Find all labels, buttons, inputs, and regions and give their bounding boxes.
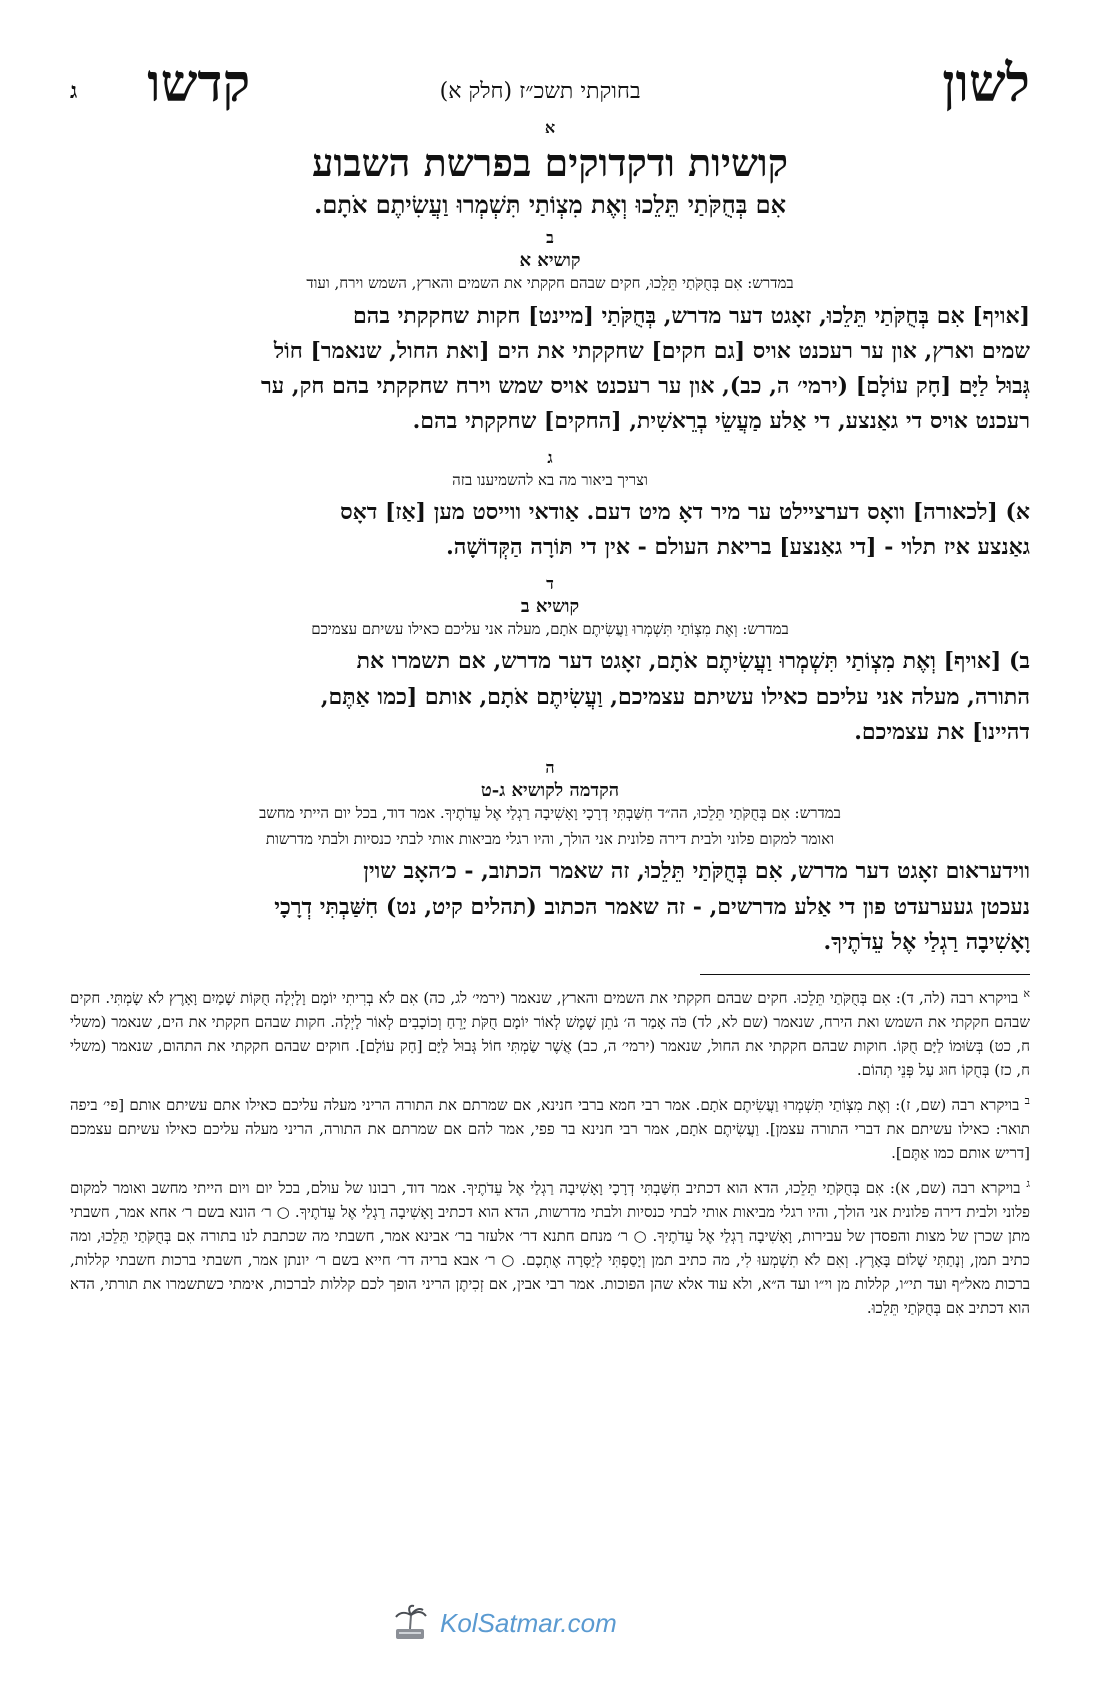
body-line: א) [לכאורה] וואָס דערציילט ער מיר דאָ מיט דעם. אַודאי ווייסט מען [אַז] דאָס (340, 499, 1030, 526)
verse: אִם בְּחֻקֹּתַי תֵּלֵכוּ וְאֶת מִצְוֹתַי תִּשְׁמְרוּ וַעֲשִׂיתֶם אֹתָם. (314, 190, 786, 219)
footnote-mark: ג (1026, 1177, 1030, 1190)
watermark-brand: KolSatmar (440, 1607, 561, 1638)
body-paragraph (70, 854, 1030, 960)
header-parsha: בחוקתי תשכ״ז (חלק א) (439, 79, 641, 104)
watermark-suffix: .com (560, 1607, 617, 1638)
body-paragraph (70, 495, 1030, 565)
section-letter-d: ד (546, 573, 554, 593)
footnote-text: בויקרא רבה (שם, ז): וְאֶת מִצְוֹתַי תִּשְׁמְרוּ וַעֲשִׂיתֶם אֹתָם. אמר רבי חמא ברבי חנינא, אם שמרתם את התורה הריני מעלה עליכם כאילו אתם עשיתם אותם [פי׳ ביפה תואר: כאילו עשיתם את דברי התורה עצמן]. וַעֲשִׂיתֶם אֹתָם, אמר רבי חנינא בר פפי, אמר להם אם שמרתם את התורה, הריני מעלה עליכם כאילו עשיתם עצמכם [דריש אותם כמו אַתֶּם]. (70, 1096, 1030, 1162)
footnote-text: בויקרא רבה (לה, ד): אִם בְּחֻקֹּתַי תֵּלֵכוּ. חקים שבהם חקקתי את השמים והארץ, שנאמר (ירמי׳ לג, כה) אִם לֹא בְרִיתִי יוֹמָם וָלָיְלָה חֻקּוֹת שָׁמַיִם וָאָרֶץ לֹא שָׂמְתִּי. חקים שבהם חקקתי את השמש ואת הירח, שנאמר (שם לא, לד) כֹּה אָמַר ה׳ נֹתֵן שֶׁמֶשׁ לְאוֹר יוֹמָם חֻקֹּת יָרֵחַ וְכוֹכָבִים לְאוֹר לָיְלָה. חקות שבהם חקקתי את הים, שנאמר (משלי ח, כט) בְּשׂוּמוֹ לַיָּם חֻקּוֹ. חוקות שבהם חקקתי את החול, שנאמר (ירמי׳ ה, כב) אֲשֶׁר שַׂמְתִּי חוֹל גְּבוּל לַיָּם [חָק עוֹלָם]. חוקים שבהם חקקתי את התהום, שנאמר (משלי ח, כז) בְּחֻקוֹ חוּג עַל פְּנֵי תְהוֹם. (70, 989, 1030, 1079)
body-line: התורה, מעלה אני עליכם כאילו עשיתם עצמיכם, וַעֲשִׂיתֶם אֹתָם, אותם [כמו אַתֶּם, (320, 683, 1030, 710)
header-left-group (70, 53, 251, 114)
footnote-text: בויקרא רבה (שם, א): אִם בְּחֻקֹּתַי תֵּלֵכוּ, הדא הוא דכתיב חִשַּׁבְתִּי דְרָכָי וָאָשִׁיבָה רַגְלַי אֶל עֵדֹתֶיךָ. אמר דוד, רבונו של עולם, בכל יום ויום הייתי מחשב ואומר למקום פלוני ולבית דירה פלונית אני הולך, והיו רגלי מביאות אותי לבתי כנסיות ולבתי מדרשות, הדא הוא דכתיב וָאָשִׁיבָה רַגְלַי אֶל עֵדֹתֶיךָ. ○ ר׳ הונא בשם ר׳ אחא אמר, חשבתי מתן שכרן של מצות והפסדן של עבירות, וָאָשִׁיבָה רַגְלַי אֶל עֵדֹתֶיךָ. ○ ר׳ מנחם חתנא דר׳ אלעזר בר׳ אבינא אמר, חשבתי מה שכתבת לנו בתורה אִם בְּחֻקֹּתַי תֵּלֵכוּ, ומה כתיב תמן, וְנָתַתִּי שָׁלוֹם בָּאָרֶץ. וְאִם לֹא תִשְׁמְעוּ לִי, מה כתיב תמן וְיָסַפְתִּי לְיַסְּרָה אֶתְכֶם. ○ ר׳ אבא בריה דר׳ חייא בשם ר׳ יונתן אמר, חשבתי ברכות חשבתי קללות, ברכות מאל״ף ועד תי״ו, קללות מן וי״ו ועד ה״א, ולא עוד אלא שהן הפוכות. אמר רבי אבין, אם זְכִיתֶן הריני הופך לכם קללות לברכות, אימתי כשתשמרו את תורתי, הדא הוא דכתיב אִם בְּחֻקֹּתַי תֵּלֵכוּ. (70, 1179, 1030, 1317)
body-line: ב) [אויף] וְאֶת מִצְוֹתַי תִּשְׁמְרוּ וַעֲשִׂיתֶם אֹתָם, זאָגט דער מדרש, אם תשמרו את (356, 648, 1030, 675)
watermark (390, 1600, 650, 1646)
midrash-quote: במדרש: וְאֶת מִצְוֹתַי תִּשְׁמְרוּ וַעֲשִׂיתֶם אֹתָם, מעלה אני עליכם כאילו עשיתם עצמיכם (311, 619, 789, 638)
section-heading: הקדמה לקושיא ג-ט (480, 779, 620, 801)
page-number: ג (70, 78, 78, 104)
page (70, 30, 1030, 1670)
body-line: שמים וארץ, און ער רעכנט אויס [גם חקים] שחקקתי את הים [ואת החול, שנאמר] חוֹל (273, 337, 1030, 364)
footnote-divider (700, 974, 1030, 975)
section-letter-h: ה (545, 757, 555, 777)
header-title-left: קדשו (147, 53, 251, 114)
body-line: דהיינו] את עצמיכם. (854, 718, 1030, 745)
body-paragraph (70, 299, 1030, 440)
body-line: ווידעראום זאָגט דער מדרש, אִם בְּחֻקֹּתַי תֵּלֵכוּ, זה שאמר הכתוב, - כ׳האָב שוין (363, 858, 1030, 885)
question-heading: קושיא ב (520, 595, 580, 617)
question-heading: קושיא א (519, 250, 581, 271)
section-intro: וצריך ביאור מה בא להשמיענו בזה (452, 470, 648, 489)
footnote-mark: א (1023, 987, 1030, 1000)
midrash-quote: במדרש: אִם בְּחֻקֹּתַי תֵּלֵכוּ, הה״ד חִשַּׁבְתִּי דְרָכָי וָאָשִׁיבָה רַגְלַי אֶל עֵדֹתֶיךָ. אמר דוד, בכל יום הייתי מחשב (259, 803, 841, 822)
main-title: קושיות ודקדוקים בפרשת השבוע (312, 140, 788, 185)
palm-tree-icon (390, 1603, 430, 1643)
header-title-right: לשון (942, 53, 1030, 114)
body-line: וָאָשִׁיבָה רַגְלַי אֶל עֵדֹתֶיךָ. (823, 928, 1030, 955)
body-line: גאַנצע איז תלוי - [די גאַנצע] בריאת העולם - אין די תּוֹרָה הַקְּדוֹשָׁה. (446, 534, 1030, 561)
footnote-mark: ב (1024, 1094, 1030, 1107)
body-line: נעכטן געערעדט פון די אַלע מדרשים, - זה שאמר הכתוב (תהלים קיט, נט) חִשַּׁבְתִּי דְרָכָי (274, 893, 1030, 920)
body-line: גְּבוּל לַיָּם [חָק עוֹלָם] (ירמי׳ ה, כב), און ער רעכנט אויס שמש וירח שחקקתי בהם חק, ער (261, 373, 1030, 400)
footnote (70, 1092, 1030, 1165)
footnote (70, 985, 1030, 1082)
body-line: [אויף] אִם בְּחֻקֹּתַי תֵּלֵכוּ, זאָגט דער מדרש, בְּחֻקֹּתַי [מיינט] חקות שחקקתי בהם (352, 302, 1030, 329)
footnote (70, 1175, 1030, 1320)
page-header (70, 30, 1030, 114)
section-letter-a: א (544, 118, 556, 137)
section-letter-b: ב (546, 228, 554, 247)
body-line: רעכנט אויס די גאַנצע, די אַלע מַעֲשֵׂי בְרֵאשִׁית, [החקים] שחקקתי בהם. (412, 408, 1030, 435)
midrash-quote: במדרש: אִם בְּחֻקֹּתַי תֵּלֵכוּ, חקים שבהם חקקתי את השמים והארץ, השמש וירח, ועוד (306, 274, 794, 292)
watermark-text (440, 1608, 617, 1639)
section-letter-g: ג (547, 447, 553, 467)
body-paragraph (70, 644, 1030, 750)
midrash-quote: ואומר למקום פלוני ולבית דירה פלונית אני הולך, והיו רגלי מביאות אותי לבתי כנסיות ולבתי מדרשות (265, 829, 835, 848)
